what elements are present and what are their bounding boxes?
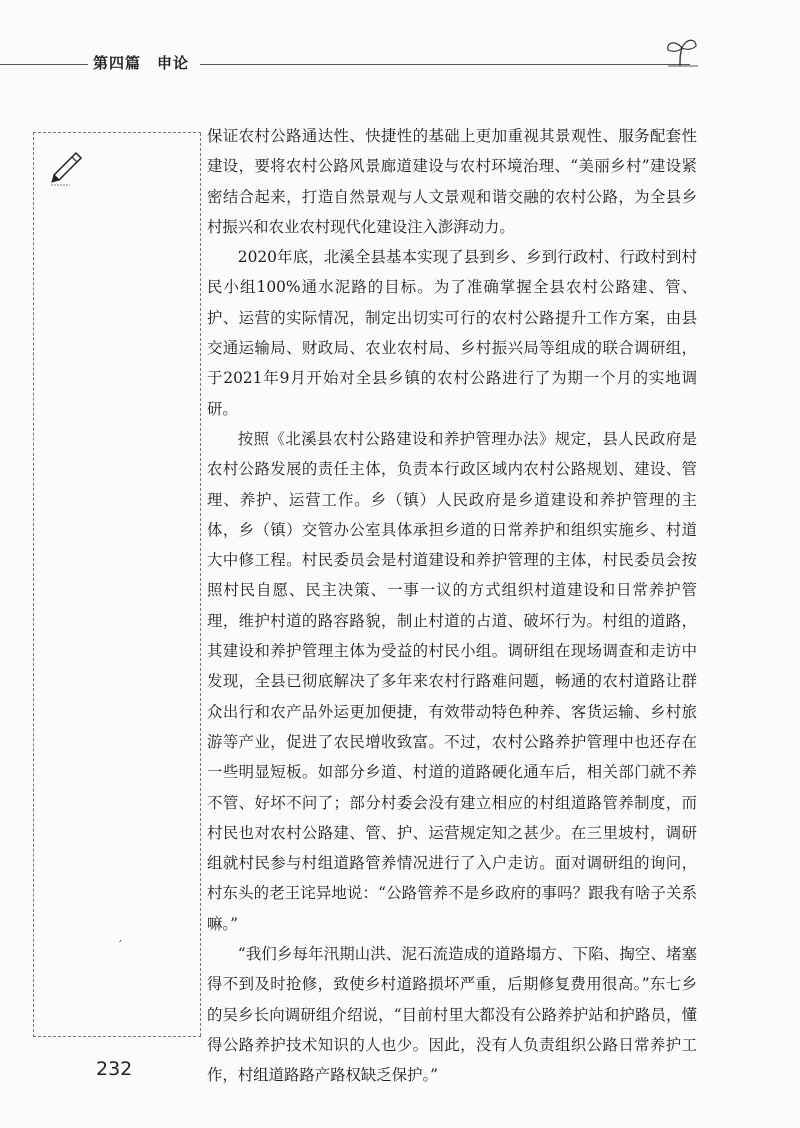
paragraph: “我们乡每年汛期山洪、泥石流造成的道路塌方、下陷、掏空、堵塞得不到及时抢修，致使乡村道路损坏严重，后期修复费用很高。”东七乡的吴乡长向调研组介绍说，“目前村里大都没有公路养护站和护路员，懂得公路养护技术知识的人也少。因此，没有人负责组织公路日常养护工作，村组道路路产路权缺乏保护。” <box>207 945 697 1085</box>
margin-mark: ′ <box>119 938 122 952</box>
header-rule-right <box>200 64 690 65</box>
section-title: 第四篇 申论 <box>93 54 190 72</box>
header-rule-left <box>0 64 88 65</box>
article-body <box>207 121 697 1091</box>
running-header <box>0 44 800 74</box>
paragraph-continued: 保证农村公路通达性、快捷性的基础上更加重视其景观性、服务配套性建设，要将农村公路风景廊道建设与农村环境治理、“美丽乡村”建设紧密结合起来，打造自然景观与人文景观和谐交融的农村公路，为全县乡村振兴和农业农村现代化建设注入澎湃动力。 <box>207 127 697 236</box>
pen-icon <box>48 145 90 187</box>
margin-notes-box <box>33 132 201 1037</box>
paragraph: 按照《北溪县农村公路建设和养护管理办法》规定，县人民政府是农村公路发展的责任主体，负责本行政区域内农村公路规划、建设、管理、养护、运营工作。乡（镇）人民政府是乡道建设和养护管理的主体，乡（镇）交管办公室具体承担乡道的日常养护和组织实施乡、村道大中修工程。村民委员会是村道建设和养护管理的主体，村民委员会按照村民自愿、民主决策、一事一议的方式组织村道建设和日常养护管理，维护村道的路容路貌，制止村道的占道、破坏行为。村组的道路，其建设和养护管理主体为受益的村民小组。调研组在现场调查和走访中发现，全县已彻底解决了多年来农村行路难问题，畅通的农村道路让群众出行和农产品外运更加便捷，有效带动特色种养、客货运输、乡村旅游等产业，促进了农民增收致富。不过，农村公路养护管理中也还存在一些明显短板。如部分乡道、村道的道路硬化通车后，相关部门就不养不管、好坏不问了；部分村委会没有建立相应的村组道路管养制度，而村民也对农村公路建、管、护、运营规定知之甚少。在三里坡村，调研组就村民参与村组道路管养情况进行了入户走访。面对调研组的询问，村东头的老王诧异地说：“公路管养不是乡政府的事吗？跟我有啥子关系嘛。” <box>207 429 697 933</box>
sprout-icon <box>660 36 700 72</box>
paragraph: 2020年底，北溪全县基本实现了县到乡、乡到行政村、行政村到村民小组100%通水泥路的目标。为了准确掌握全县农村公路建、管、护、运营的实际情况，制定出切实可行的农村公路提升工作方案，由县交通运输局、财政局、农业农村局、乡村振兴局等组成的联合调研组，于2021年9月开始对全县乡镇的农村公路进行了为期一个月的实地调研。 <box>207 248 697 418</box>
page-number: 232 <box>96 1058 133 1080</box>
